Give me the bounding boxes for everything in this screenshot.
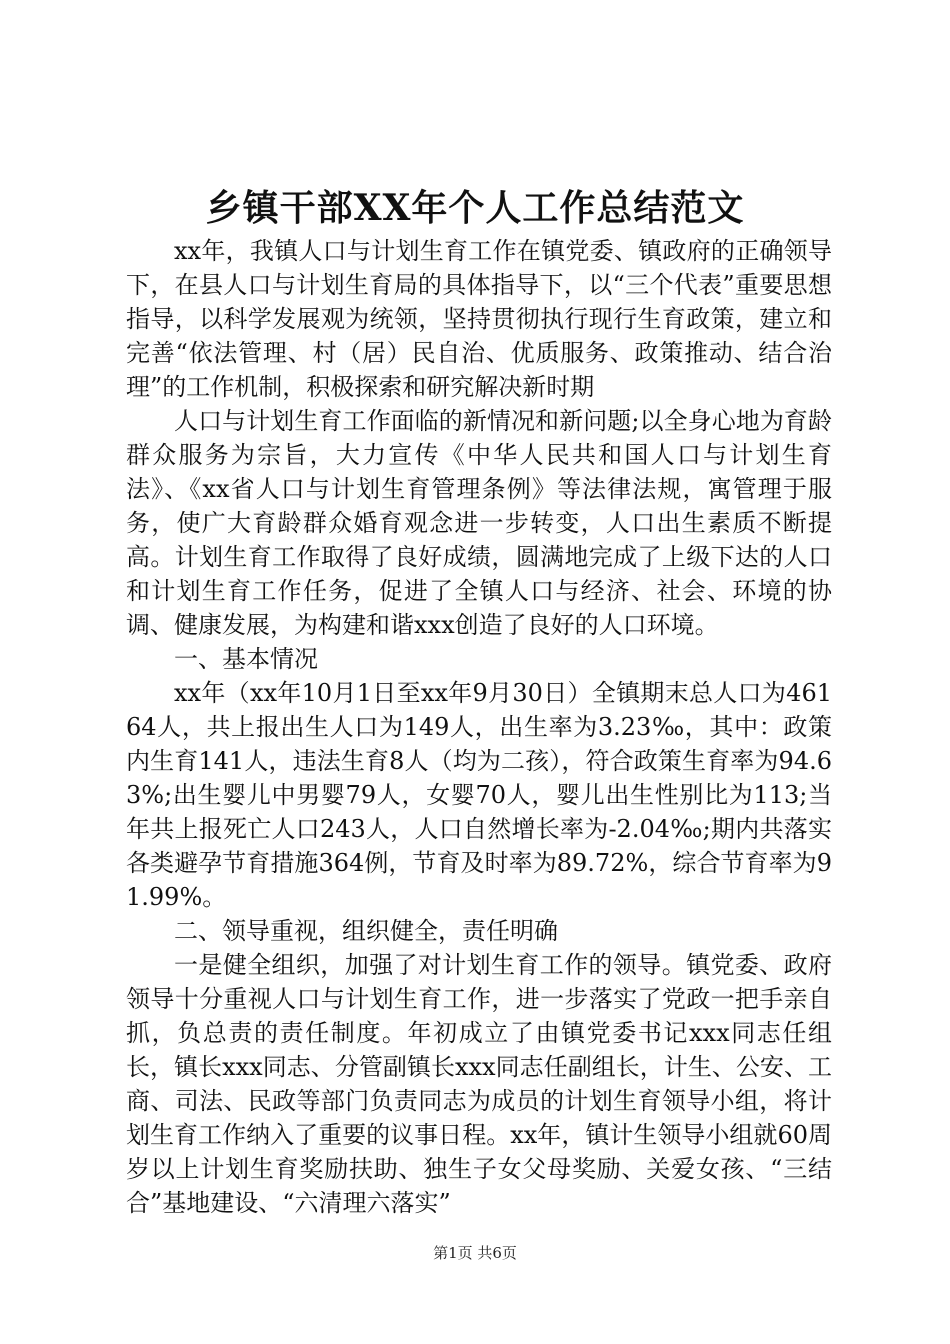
section-heading-leadership: 二、领导重视，组织健全，责任明确 — [174, 917, 558, 945]
paragraph-statistics: xx年（xx年10月1日至xx年9月30日）全镇期末总人口为46164人，共上报出生人口为149人，出生率为3.23‰，其中：政策内生育141人，违法生育8人（均为二孩），符合政策生育率为94.63%;出生婴儿中男婴79人，女婴70人，婴儿出生性别比为113;当年共上报死亡人口243人，人口自然增长率为-2.04‰;期内共落实各类避孕节育措施364例，节育及时率为89.72%，综合节育率为91.99%。 — [126, 679, 832, 911]
paragraph-intro-continued: 人口与计划生育工作面临的新情况和新问题;以全身心地为育龄群众服务为宗旨，大力宣传《中华人民共和国人口与计划生育法》、《xx省人口与计划生育管理条例》等法律法规，寓管理于服务，使广大育龄群众婚育观念进一步转变，人口出生素质不断提高。计划生育工作取得了良好成绩，圆满地完成了上级下达的人口和计划生育工作任务，促进了全镇人口与经济、社会、环境的协调、健康发展，为构建和谐xxx创造了良好的人口环境。 — [126, 407, 832, 639]
document-title: 乡镇干部XX年个人工作总结范文 — [205, 187, 745, 229]
paragraph-intro: xx年，我镇人口与计划生育工作在镇党委、镇政府的正确领导下，在县人口与计划生育局的具体指导下，以“三个代表”重要思想指导，以科学发展观为统领，坚持贯彻执行现行生育政策，建立和完善“依法管理、村（居）民自治、优质服务、政策推动、结合治理”的工作机制，积极探索和研究解决新时期 — [126, 237, 832, 401]
section-heading-basic-situation: 一、基本情况 — [174, 645, 318, 673]
document-body — [126, 234, 832, 1220]
page-number: 第1页 共6页 — [433, 1244, 517, 1262]
paragraph-organization: 一是健全组织，加强了对计划生育工作的领导。镇党委、政府领导十分重视人口与计划生育工作，进一步落实了党政一把手亲自抓，负总责的责任制度。年初成立了由镇党委书记xxx同志任组长，镇长xxx同志、分管副镇长xxx同志任副组长，计生、公安、工商、司法、民政等部门负责同志为成员的计划生育领导小组，将计划生育工作纳入了重要的议事日程。xx年，镇计生领导小组就60周岁以上计划生育奖励扶助、独生子女父母奖励、关爱女孩、“三结合”基地建设、“六清理六落实” — [126, 951, 832, 1217]
